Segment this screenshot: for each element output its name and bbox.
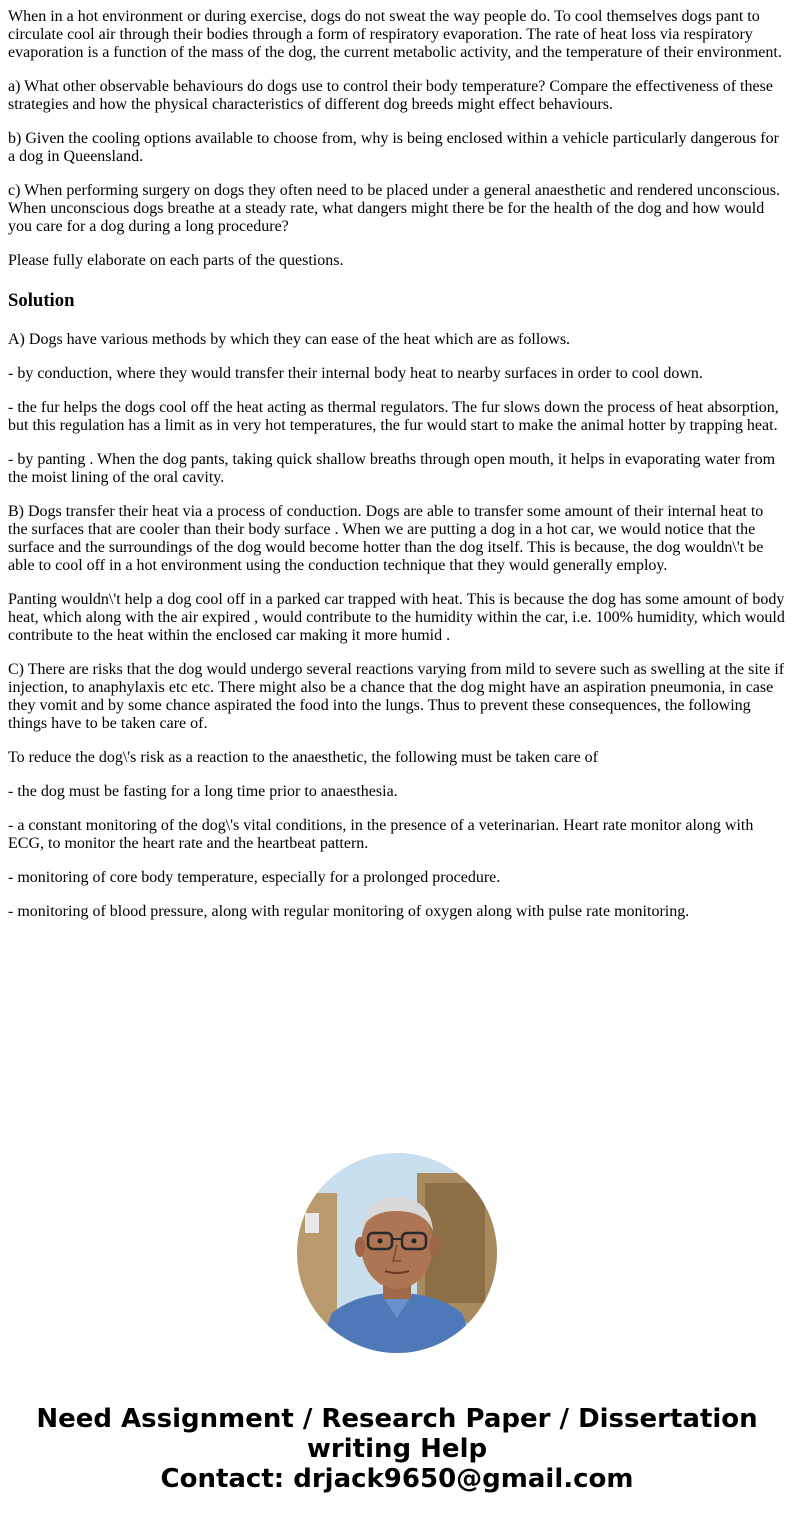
author-avatar bbox=[297, 1153, 497, 1353]
solution-paragraph: - a constant monitoring of the dog\'s vital conditions, in the presence of a veterinarian. Heart rate monitor along with ECG, to monitor the heart rate and the heartbeat pattern. bbox=[8, 817, 754, 852]
question-part-b: b) Given the cooling options available to choose from, why is being enclosed within a vehicle particularly dangerous for a dog in Queensland. bbox=[8, 130, 779, 165]
question-part-a: a) What other observable behaviours do dogs use to control their body temperature? Compare the effectiveness of these strategies and how the physical characteristics of different dog breeds might effect behaviours. bbox=[8, 78, 773, 113]
solution-paragraph: - monitoring of core body temperature, especially for a prolonged procedure. bbox=[8, 869, 501, 886]
solution-paragraph: B) Dogs transfer their heat via a process of conduction. Dogs are able to transfer some amount of their internal heat to the surfaces that are cooler than their body surface . When we are putting a dog in a hot car, we would notice that the surface and the surroundings of the dog would become hotter than the dog itself. This is because, the dog wouldn\'t be able to cool off in a hot environment using the conduction technique that they would generally employ. bbox=[8, 503, 764, 574]
solution-paragraph: A) Dogs have various methods by which they can ease of the heat which are as follows. bbox=[8, 331, 571, 348]
solution-paragraph: - the fur helps the dogs cool off the heat acting as thermal regulators. The fur slows down the process of heat absorption, but this regulation has a limit as in very hot temperatures, the fur would start to make the animal hotter by trapping heat. bbox=[8, 399, 779, 434]
banner-line: Need Assignment / Research Paper / Dissertation bbox=[36, 1404, 758, 1434]
banner-line: writing Help bbox=[306, 1434, 488, 1464]
solution-paragraph: - the dog must be fasting for a long time prior to anaesthesia. bbox=[8, 783, 398, 800]
question-intro: When in a hot environment or during exercise, dogs do not sweat the way people do. To cool themselves dogs pant to circulate cool air through their bodies through a form of respiratory evaporation. The rate of heat loss via respiratory evaporation is a function of the mass of the dog, the current metabolic activity, and the temperature of their environment. bbox=[8, 8, 782, 61]
contact-banner bbox=[0, 1404, 794, 1494]
solution-paragraph: - monitoring of blood pressure, along with regular monitoring of oxygen along with pulse rate monitoring. bbox=[8, 903, 690, 920]
solution-paragraph: - by panting . When the dog pants, taking quick shallow breaths through open mouth, it helps in evaporating water from the moist lining of the oral cavity. bbox=[8, 451, 776, 486]
document-content bbox=[8, 8, 786, 937]
banner-contact-email: Contact: drjack9650@gmail.com bbox=[160, 1464, 634, 1494]
question-instruction: Please fully elaborate on each parts of the questions. bbox=[8, 252, 344, 269]
solution-paragraph: Panting wouldn\'t help a dog cool off in a parked car trapped with heat. This is because the dog has some amount of body heat, which along with the air expired , would contribute to the humidity within the car, i.e. 100% humidity, which would contribute to the heat within the enclosed car making it more humid . bbox=[8, 591, 785, 644]
solution-paragraph: C) There are risks that the dog would undergo several reactions varying from mild to severe such as swelling at the site if injection, to anaphylaxis etc etc. There might also be a chance that the dog might have an aspiration pneumonia, in case they vomit and by some chance aspirated the food into the lungs. Thus to prevent these consequences, the following things have to be taken care of. bbox=[8, 661, 785, 732]
author-photo bbox=[297, 1153, 497, 1353]
solution-heading: Solution bbox=[8, 290, 75, 311]
question-part-c: c) When performing surgery on dogs they often need to be placed under a general anaesthetic and rendered unconscious. When unconscious dogs breathe at a steady rate, what dangers might there be for the health of the dog and how would you care for a dog during a long procedure? bbox=[8, 182, 781, 235]
solution-paragraph: To reduce the dog\'s risk as a reaction to the anaesthetic, the following must be taken care of bbox=[8, 749, 598, 766]
solution-paragraph: - by conduction, where they would transfer their internal body heat to nearby surfaces in order to cool down. bbox=[8, 365, 703, 382]
